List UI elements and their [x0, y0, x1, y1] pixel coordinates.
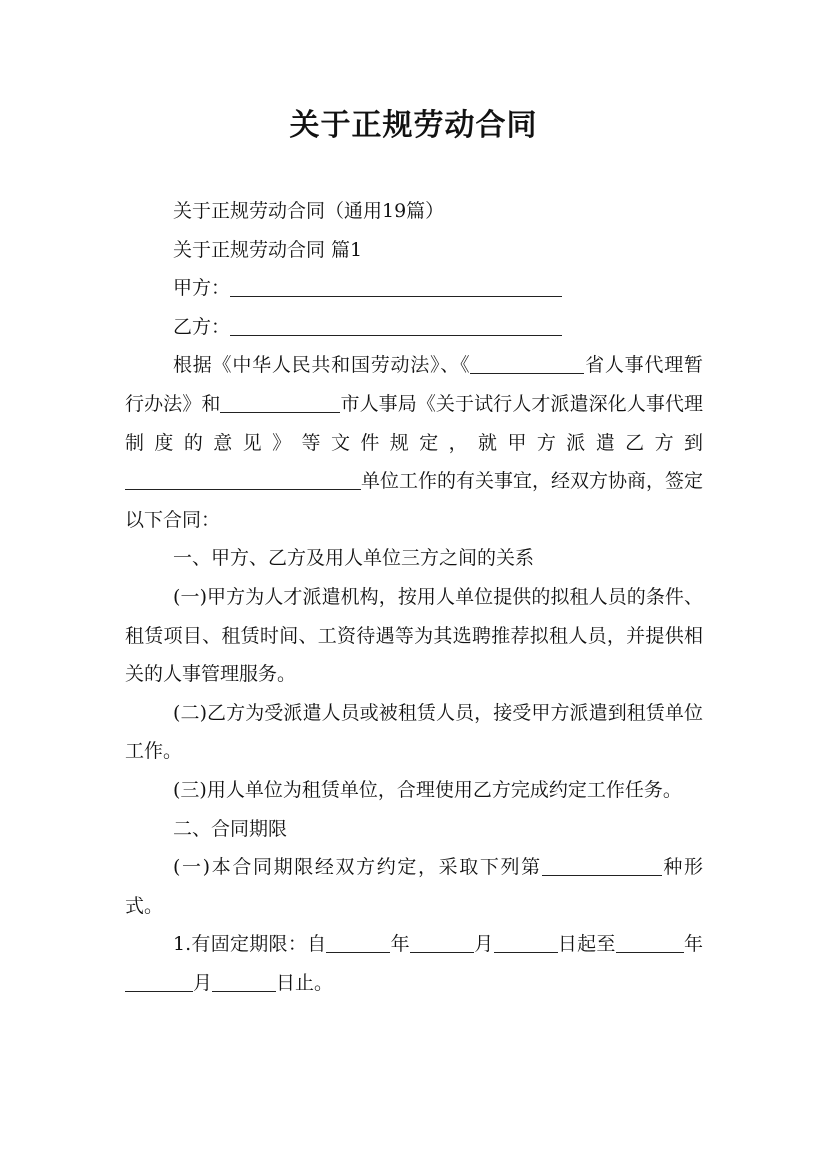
document-body: [125, 192, 703, 1002]
start-day-unit: 日起至: [557, 933, 616, 956]
end-month-unit: 月: [193, 971, 213, 994]
article-heading: 关于正规劳动合同 篇1: [173, 238, 363, 261]
basis-text-c: 市人事局《关于试行人才派遣深化人事代理制度的意见》等文件规定，就甲方派遣乙方到: [125, 392, 703, 454]
basis-text-d: 单位工作的有关事宜，经双方协商，签定以下合同：: [125, 470, 704, 531]
section-1-heading: 一、甲方、乙方及用人单位三方之间的关系: [173, 547, 535, 570]
start-year-unit: 年: [390, 933, 410, 956]
start-month-unit: 月: [473, 933, 494, 956]
end-day-blank: [212, 969, 276, 992]
unit-blank: [125, 467, 361, 490]
fixed-term-line: [125, 925, 703, 1002]
term-form-blank: [542, 853, 662, 876]
subtitle-line: 关于正规劳动合同（通用19篇）: [173, 200, 445, 222]
basis-text-b: 省人事代理暂行办法》和: [125, 354, 703, 415]
document-title: 关于正规劳动合同: [289, 108, 538, 143]
end-year-unit: 年: [683, 933, 703, 956]
section-1-item-3: (三)用人单位为租赁单位，合理使用乙方完成约定工作任务。: [173, 778, 682, 801]
term-form-text-b: 种形式。: [125, 856, 703, 917]
start-month-blank: [410, 930, 474, 953]
section-1-item-1: (一)甲方为人才派遣机构，按用人单位提供的拟租人员的条件、租赁项目、租赁时间、工资待遇等为其选聘推荐拟租人员，并提供相关的人事管理服务。: [125, 585, 703, 686]
basis-text-a: 根据《中华人民共和国劳动法》、《: [173, 354, 471, 377]
end-year-blank: [616, 930, 684, 953]
city-blank: [220, 390, 340, 413]
section-1-item-2: (二)乙方为受派遣人员或被租赁人员，接受甲方派遣到租赁单位工作。: [125, 701, 703, 763]
party-b-label: 乙方：: [173, 315, 231, 338]
party-a-blank: [230, 274, 562, 297]
party-a-label: 甲方：: [173, 277, 231, 300]
party-b-line: [125, 308, 703, 347]
start-year-blank: [326, 930, 390, 953]
end-day-unit: 日止。: [276, 971, 334, 994]
term-form-text-a: (一)本合同期限经双方约定，采取下列第: [173, 856, 542, 879]
section-2-heading: 二、合同期限: [173, 817, 288, 840]
province-blank: [470, 351, 584, 374]
paragraph-basis: [125, 346, 703, 539]
start-day-blank: [494, 930, 558, 953]
party-a-line: [125, 269, 703, 308]
end-month-blank: [125, 969, 193, 992]
section-2-item-1: [125, 848, 703, 925]
party-b-blank: [230, 313, 562, 336]
fixed-term-label: 1.有固定期限：自: [173, 933, 327, 956]
